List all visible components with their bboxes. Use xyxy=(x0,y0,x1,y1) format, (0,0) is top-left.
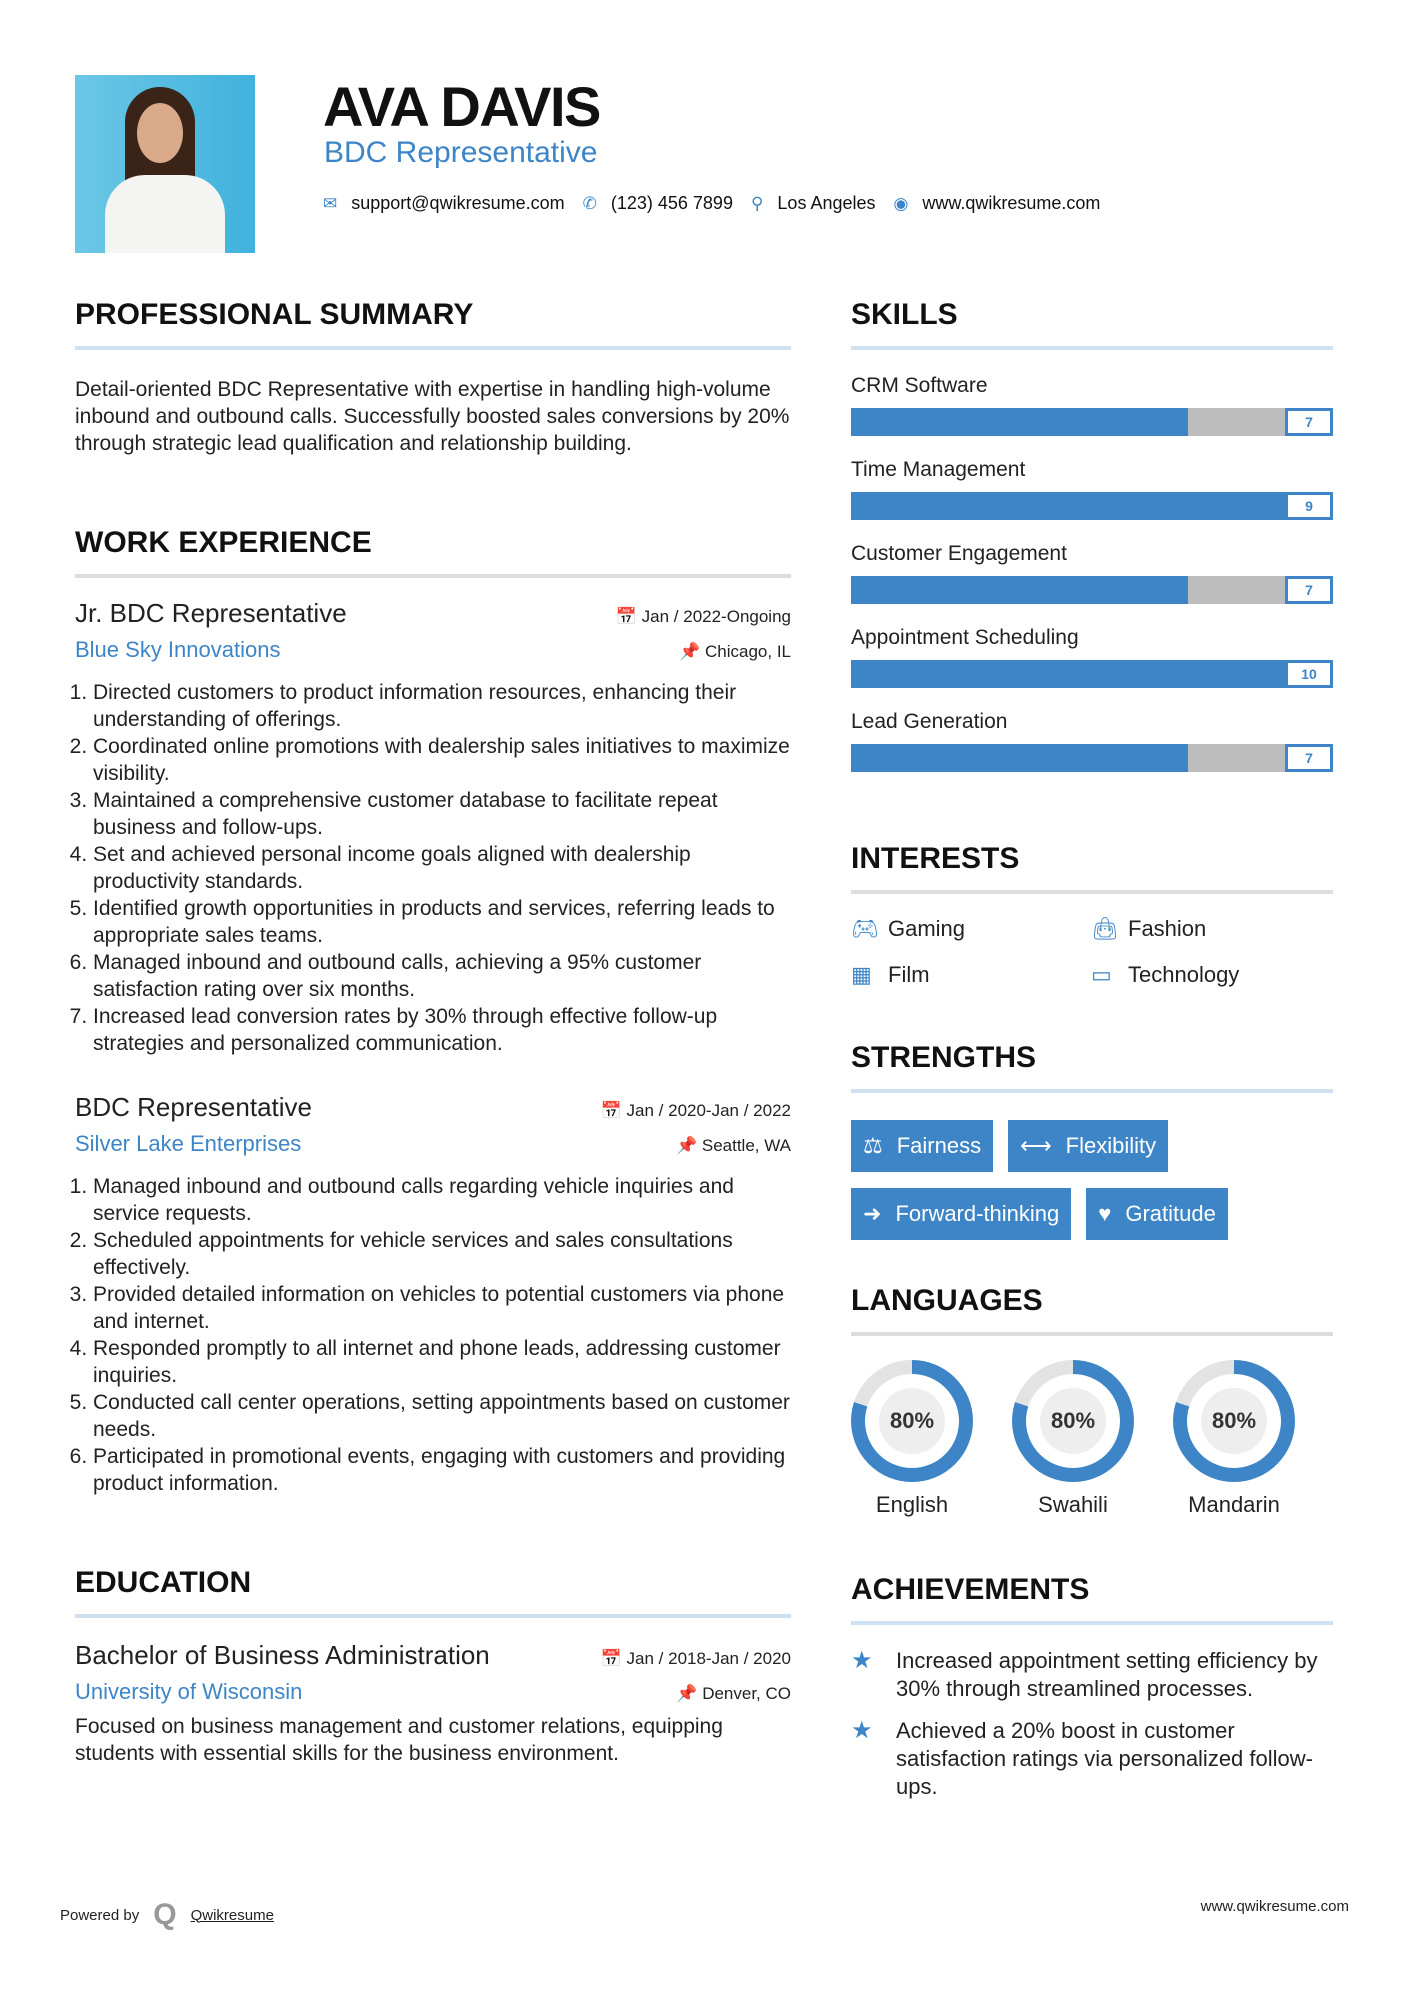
achievement-text: Increased appointment setting efficiency by 30% through streamlined processes. xyxy=(896,1648,1318,1701)
duty-item: 6. Participated in promotional events, engaging with customers and providing product information. xyxy=(93,1443,791,1497)
job-location: Chicago, IL xyxy=(705,642,791,661)
divider xyxy=(851,1621,1333,1625)
candidate-name: AVA DAVIS xyxy=(323,75,600,138)
divider xyxy=(851,346,1333,350)
profile-photo xyxy=(75,75,255,253)
skill-level: 7 xyxy=(1285,744,1333,772)
duty-item: 2. Scheduled appointments for vehicle services and sales consultations effectively. xyxy=(93,1227,791,1281)
skill-bar xyxy=(851,660,1333,688)
candidate-title: BDC Representative xyxy=(324,136,598,169)
language-item xyxy=(1012,1360,1134,1518)
skill-label: Customer Engagement xyxy=(851,542,1067,565)
interest-label: Gaming xyxy=(888,916,966,941)
skill-bar-fill xyxy=(851,660,1333,688)
job-title: BDC Representative xyxy=(75,1092,312,1122)
contact-row xyxy=(323,193,1118,214)
skill-bar xyxy=(851,492,1333,520)
section-heading: INTERESTS xyxy=(851,842,1020,875)
job-date: Jan / 2020-Jan / 2022 xyxy=(626,1101,791,1120)
duty-item: 4. Set and achieved personal income goals aligned with dealership productivity standards. xyxy=(93,841,791,895)
interest-label: Fashion xyxy=(1128,916,1207,941)
duty-item: 4. Responded promptly to all internet and phone leads, addressing customer inquiries. xyxy=(93,1335,791,1389)
job-title: Jr. BDC Representative xyxy=(75,598,347,628)
job-duties xyxy=(75,679,791,1057)
contact-location: Los Angeles xyxy=(777,193,876,213)
skills-section xyxy=(851,298,1333,794)
divider xyxy=(75,346,791,350)
arrows-horizontal-icon: ⟷ xyxy=(1020,1133,1052,1158)
skill-bar xyxy=(851,744,1333,772)
duty-item: 3. Maintained a comprehensive customer database to facilitate repeat business and follow-ups. xyxy=(93,787,791,841)
divider xyxy=(851,1089,1333,1093)
skill-label: Appointment Scheduling xyxy=(851,626,1079,649)
language-label: Swahili xyxy=(1038,1492,1108,1517)
language-label: Mandarin xyxy=(1188,1492,1280,1517)
duty-item: 1. Managed inbound and outbound calls regarding vehicle inquiries and service requests. xyxy=(93,1173,791,1227)
phone-icon: ✆ xyxy=(582,193,597,213)
calendar-icon: 📅 xyxy=(600,1101,627,1120)
duty-item: 6. Managed inbound and outbound calls, achieving a 95% customer satisfaction rating over six months. xyxy=(93,949,791,1003)
language-donut xyxy=(1012,1360,1134,1482)
powered-by-label: Powered by xyxy=(60,1906,140,1924)
company-name: Blue Sky Innovations xyxy=(75,637,281,662)
skill-level: 7 xyxy=(1285,576,1333,604)
language-donut xyxy=(851,1360,973,1482)
laptop-icon: ▭ xyxy=(1091,962,1112,987)
school-name: University of Wisconsin xyxy=(75,1679,303,1704)
job-entry xyxy=(75,598,791,1057)
degree: Bachelor of Business Administration xyxy=(75,1640,490,1670)
achievement-item xyxy=(851,1717,1333,1801)
arrow-right-icon: ➜ xyxy=(863,1201,882,1226)
contact-website[interactable]: www.qwikresume.com xyxy=(922,193,1101,213)
strength-tag xyxy=(851,1188,1071,1240)
achievements-section xyxy=(851,1573,1333,1815)
achievement-item xyxy=(851,1647,1333,1703)
section-heading: WORK EXPERIENCE xyxy=(75,526,372,559)
section-heading: LANGUAGES xyxy=(851,1284,1043,1317)
globe-icon: ◉ xyxy=(893,193,909,213)
skill-bar xyxy=(851,408,1333,436)
shopping-bag-icon: 👜︎ xyxy=(1091,916,1119,941)
skill-bar-fill xyxy=(851,492,1285,520)
star-icon: ★ xyxy=(851,1647,873,1674)
summary-section xyxy=(75,298,791,457)
duty-item: 3. Provided detailed information on vehicles to potential customers via phone and internet. xyxy=(93,1281,791,1335)
section-heading: STRENGTHS xyxy=(851,1041,1037,1074)
contact-phone[interactable]: (123) 456 7899 xyxy=(610,193,733,213)
experience-section xyxy=(75,526,791,578)
edu-location: Denver, CO xyxy=(702,1684,791,1703)
balance-scale-icon: ⚖ xyxy=(863,1133,883,1158)
star-icon: ★ xyxy=(851,1717,873,1744)
pin-icon: 📌 xyxy=(679,642,705,661)
interests-section xyxy=(851,842,1333,988)
pin-icon: 📌 xyxy=(676,1684,703,1703)
duty-item: 7. Increased lead conversion rates by 30% through effective follow-up strategies and personalized communication. xyxy=(93,1003,791,1057)
calendar-icon: 📅 xyxy=(615,607,642,626)
language-item xyxy=(1173,1360,1295,1518)
skill-level: 9 xyxy=(1285,492,1333,520)
gamepad-icon: 🎮︎ xyxy=(851,916,879,941)
strength-label: Flexibility xyxy=(1065,1133,1157,1158)
divider xyxy=(75,1614,791,1618)
languages-section xyxy=(851,1284,1333,1518)
qwikresume-logo-icon: Q xyxy=(153,1898,177,1931)
strength-label: Forward-thinking xyxy=(895,1201,1060,1226)
pin-icon: 📌 xyxy=(675,1136,702,1155)
strength-tag xyxy=(851,1120,993,1172)
language-item xyxy=(851,1360,973,1518)
language-donut xyxy=(1173,1360,1295,1482)
skill-bar xyxy=(851,576,1333,604)
footer-powered xyxy=(60,1898,274,1932)
company-name: Silver Lake Enterprises xyxy=(75,1131,302,1156)
interest-label: Technology xyxy=(1128,962,1240,987)
achievement-text: Achieved a 20% boost in customer satisfaction ratings via personalized follow-ups. xyxy=(896,1718,1313,1799)
strength-label: Fairness xyxy=(896,1133,982,1158)
edu-date: Jan / 2018-Jan / 2020 xyxy=(626,1649,791,1668)
skill-label: Lead Generation xyxy=(851,710,1008,733)
section-heading: EDUCATION xyxy=(75,1566,252,1599)
skill-bar-fill xyxy=(851,744,1188,772)
language-percent: 80% xyxy=(1040,1388,1106,1454)
duty-item: 5. Identified growth opportunities in products and services, referring leads to appropriate sales teams. xyxy=(93,895,791,949)
section-heading: PROFESSIONAL SUMMARY xyxy=(75,298,474,331)
skill-bar-fill xyxy=(851,576,1188,604)
contact-email[interactable]: support@qwikresume.com xyxy=(351,193,565,213)
job-duties xyxy=(75,1173,791,1497)
brand-link[interactable]: Qwikresume xyxy=(190,1906,274,1924)
edu-description: Focused on business management and customer relations, equipping students with essential skills for the business environment. xyxy=(75,1715,723,1765)
strength-tag xyxy=(1086,1188,1228,1240)
heart-icon: ♥ xyxy=(1098,1201,1112,1226)
skill-level: 7 xyxy=(1285,408,1333,436)
skill-bar-fill xyxy=(851,408,1188,436)
divider xyxy=(851,1332,1333,1336)
job-location: Seattle, WA xyxy=(701,1136,791,1155)
job-entry xyxy=(75,1092,791,1497)
strengths-section xyxy=(851,1041,1333,1240)
interest-item xyxy=(851,916,1091,942)
footer-url[interactable]: www.qwikresume.com xyxy=(1200,1898,1349,1915)
duty-item: 2. Coordinated online promotions with dealership sales initiatives to maximize visibility. xyxy=(93,733,791,787)
section-heading: ACHIEVEMENTS xyxy=(851,1573,1090,1606)
skill-level: 10 xyxy=(1285,660,1333,688)
interest-item xyxy=(851,962,1091,988)
map-pin-icon: ⚲ xyxy=(750,193,764,213)
calendar-icon: 📅 xyxy=(600,1649,627,1668)
interest-label: Film xyxy=(888,962,930,987)
skill-label: Time Management xyxy=(851,458,1026,481)
film-icon: ▦ xyxy=(851,962,872,987)
duty-item: 5. Conducted call center operations, setting appointments based on customer needs. xyxy=(93,1389,791,1443)
divider xyxy=(75,574,791,578)
interest-item xyxy=(1091,962,1331,988)
language-percent: 80% xyxy=(879,1388,945,1454)
summary-text: Detail-oriented BDC Representative with expertise in handling high-volume inbound and outbound calls. Successfully boosted sales conversions by 20% through strategic lead qualification and relationship building. xyxy=(75,378,790,455)
duty-item: 1. Directed customers to product information resources, enhancing their understanding of offerings. xyxy=(93,679,791,733)
job-date: Jan / 2022-Ongoing xyxy=(641,607,791,626)
envelope-icon: ✉ xyxy=(323,193,338,213)
strength-label: Gratitude xyxy=(1125,1201,1216,1226)
section-heading: SKILLS xyxy=(851,298,958,331)
language-label: English xyxy=(875,1492,949,1517)
strength-tag xyxy=(1008,1120,1168,1172)
divider xyxy=(851,890,1333,894)
language-percent: 80% xyxy=(1201,1388,1267,1454)
interest-item xyxy=(1091,916,1331,942)
skill-label: CRM Software xyxy=(851,374,988,397)
education-section xyxy=(75,1566,791,1767)
